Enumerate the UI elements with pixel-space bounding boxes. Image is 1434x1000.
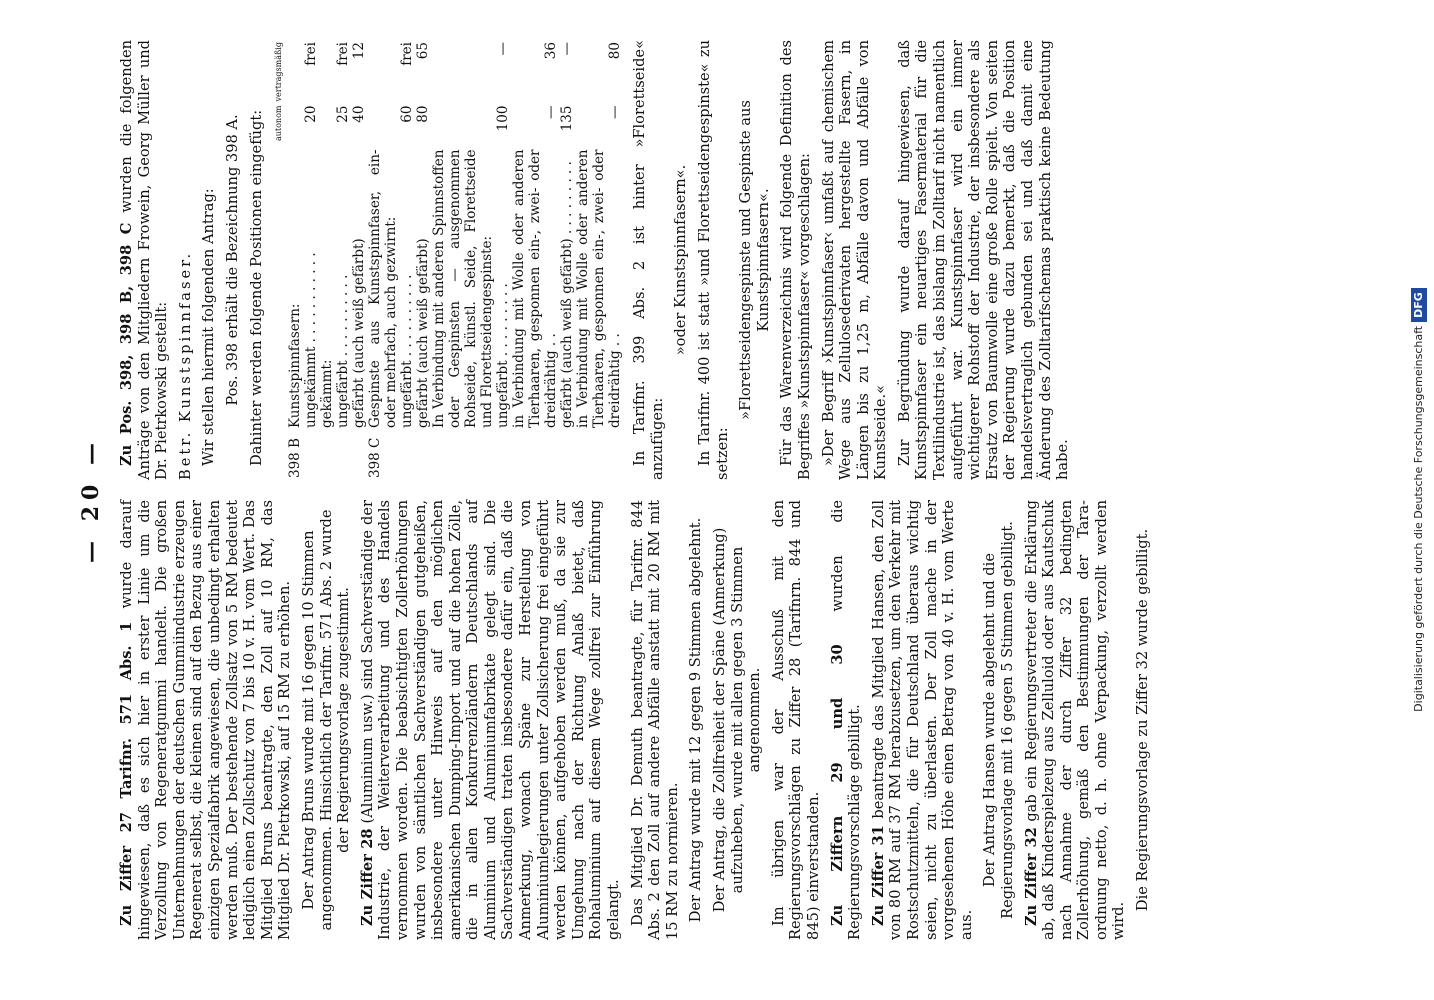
betreff-line: Betr. Kunstspinnfaser. xyxy=(176,250,194,480)
tariff-row xyxy=(559,40,575,480)
tariff-autonom: — xyxy=(543,105,560,119)
tariff-row xyxy=(415,40,431,480)
tariff-vertrag xyxy=(319,40,335,104)
heading-pos398: Zu Pos. 398, 398 B, 398 C xyxy=(118,222,135,466)
page-number: — 20 — xyxy=(78,437,104,563)
result-z28-1: Der Antrag wurde mit 12 gegen 9 Stimmen abgelehnt. xyxy=(687,517,705,923)
tariff-label: ungekämmt . . . . . . . . . . . xyxy=(303,252,320,428)
tariff-label: in Verbindung mit Wolle oder anderen Tierhaaren, gesponnen ein-, zwei- oder dreidrähtig . . xyxy=(511,149,560,428)
funding-note xyxy=(1406,0,1432,1000)
text-z28: (Aluminium usw.) sind Sachverständige der Industrie, der Weiterverarbeitung und des Handels vernommen worden. Die beabsichtigten Zollerhöhungen wurden von sämtlichen Sachverständigen gutgeheißen, insbesondere unter Hinweis auf den möglichen amerikanischen Dumping-Import und auf die hohen Zölle, die in allen Konkurrenzländern Deutschlands auf Aluminium und Aluminiumfabrikate gelegt sind. Die Sachverständigen traten insbesondere dafür ein, daß die Anmerkung, wonach Späne zur Herstellung von Aluminiumlegierungen unter Zollsicherung frei eingeführt werden können, aufgehoben werden muß, da sie zur Umgehung nach der Richtung Anlaß bietet, daß Rohaluminium auf diesem Wege zollfrei zur Einführung gelangt. xyxy=(358,500,623,940)
t399-addition: »oder Kunstspinnfasern«. xyxy=(672,164,690,356)
tariff-autonom: 25 xyxy=(335,105,352,123)
paragraph-z31 xyxy=(870,500,976,940)
text-pos398: wurden die folgenden Anträge von den Mitgliedern Frowein, Georg Müller und Dr. Pietrkowski gestellt: xyxy=(118,39,171,480)
tariff-label: gefärbt (auch weiß gefärbt) . . . . . . . . . xyxy=(559,161,576,428)
tariff-autonom: 40 xyxy=(351,105,368,123)
tariff-row xyxy=(335,40,351,480)
tariff-row xyxy=(287,40,303,480)
tariff-autonom: — xyxy=(607,105,624,119)
tariff-body xyxy=(287,40,623,480)
document-page xyxy=(8,0,1408,1000)
tariff-position xyxy=(495,430,511,480)
header-autonom: autonom xyxy=(274,105,284,142)
paragraph-z32 xyxy=(1023,500,1129,940)
result-z31: Der Antrag Hansen wurde abgelehnt und die Regierungsvorlage mit 16 gegen 5 Stimmen gebilligt. xyxy=(981,521,1016,919)
definition-quote: »Der Begriff ›Kunstspinnfaser‹ umfaßt auf chemischem Wege aus Zellulosederivaten hergestellte Fasern, in Längen bis zu 1,25 m, Abfälle davon und Abfälle von Kunstseide.« xyxy=(819,40,890,480)
tariff-label: gefärbt (auch weiß gefärbt) xyxy=(351,238,368,428)
heading-z29: Zu Ziffern 29 und 30 xyxy=(828,644,846,926)
tariff-autonom xyxy=(431,104,495,148)
tariff-vertrag: — xyxy=(559,42,576,56)
dfg-logo: DFG xyxy=(1411,288,1427,322)
warenverzeichnis-line: Für das Warenverzeichnis wird folgende Definition des Begriffes »Kunstspinnfaser« vorgeschlagen: xyxy=(778,40,813,480)
paragraph-z29 xyxy=(829,500,864,940)
tariff-label: gekämmt: xyxy=(319,359,336,428)
tariff-label: Gespinste aus Kunstspinnfaser, ein- oder mehrfach, auch gezwirnt: xyxy=(367,149,400,428)
tariff-vertrag: 12 xyxy=(351,42,368,60)
heading-z27: Zu Ziffer 27 Tarifnr. 571 Abs. 1 xyxy=(118,621,135,926)
antrag-line-2: Pos. 398 erhält die Bezeichnung 398 A. xyxy=(223,114,241,406)
text-z31: beantragte das Mitglied Hansen, den Zoll von 80 RM auf 37 RM herabzusetzen, um den Verkehr mit Rostschutzmitteln, die für Deutschland überaus wichtig seien, nicht zu überlasten. Der Zoll mache in der vorgesehenen Höhe einen Betrag von 40 v. H. vom Werte aus. xyxy=(869,499,975,940)
tariff-row xyxy=(367,40,399,480)
tariff-header-row xyxy=(271,40,287,480)
tariff-position xyxy=(511,430,559,480)
tariff-label: In Verbindung mit anderen Spinnstoffen oder Gespinsten — ausgenommen Rohseide, künstl. Seide, Florettseide und Florettseidengespinste: xyxy=(431,149,496,428)
tariff-label: ungefärbt . . . . . . . . . xyxy=(495,283,512,428)
left-column xyxy=(118,500,1158,940)
tariff-label: gefärbt (auch weiß gefärbt) xyxy=(415,238,432,428)
tariff-position xyxy=(351,430,367,480)
result-z27: Der Antrag Bruns wurde mit 16 gegen 10 Stimmen angenommen. Hinsichtlich der Tarifnr. 571 Abs. 2 wurde der Regierungsvorlage zugestimmt. xyxy=(299,509,353,931)
tariff-vertrag xyxy=(367,40,399,104)
tariff-position: 398 C xyxy=(367,437,384,478)
tariff-position xyxy=(319,430,335,480)
tariff-autonom: 80 xyxy=(415,105,432,123)
t400-line: In Tarifnr. 400 ist statt »und Florettseidengespinste« zu setzen: xyxy=(695,40,731,480)
tariff-vertrag xyxy=(431,40,495,104)
tariff-vertrag xyxy=(287,40,303,104)
tariff-autonom: 100 xyxy=(495,105,512,132)
tariff-vertrag: 65 xyxy=(415,42,432,60)
tariff-autonom xyxy=(319,104,335,148)
tariff-autonom xyxy=(367,104,399,148)
tariff-label: in Verbindung mit Wolle oder anderen Tierhaaren, gesponnen ein-, zwei- oder dreidrähtig . . xyxy=(575,149,624,428)
tariff-label: ungefärbt . . . . . . . . . . xyxy=(399,274,416,428)
tariff-vertrag: 80 xyxy=(607,42,624,60)
antrag-line: Wir stellen hiermit folgenden Antrag: xyxy=(200,188,218,466)
motion-demuth: Das Mitglied Dr. Demuth beantragte, für Tarifnr. 844 Abs. 2 den Zoll auf andere Abfälle anstatt mit 20 RM mit 15 RM zu normieren. xyxy=(628,500,681,940)
text-z28-rest: Im übrigen war der Ausschuß mit den Regierungsvorschlägen zu Ziffer 28 (Tarifnrn. 844 und 845) einverstanden. xyxy=(769,500,822,940)
tariff-position xyxy=(399,430,415,480)
tariff-row xyxy=(319,40,335,480)
tariff-row xyxy=(431,40,495,480)
tariff-row xyxy=(399,40,415,480)
tariff-autonom: 60 xyxy=(399,105,416,123)
tariff-position xyxy=(431,430,495,480)
t399-line: In Tarifnr. 399 Abs. 2 ist hinter »Florettseide« anzufügen: xyxy=(631,40,666,480)
heading-z28: Zu Ziffer 28 xyxy=(358,828,376,926)
tariff-vertrag: frei xyxy=(399,42,416,66)
tariff-table xyxy=(271,40,623,480)
tariff-autonom xyxy=(287,104,303,148)
tariff-position xyxy=(415,430,431,480)
tariff-label: ungefärbt . . . . . . . . . . xyxy=(335,274,352,428)
heading-z32: Zu Ziffer 32 xyxy=(1022,827,1040,926)
tariff-position xyxy=(303,430,319,480)
tariff-position xyxy=(335,430,351,480)
tariff-vertrag: frei xyxy=(335,42,352,66)
tariff-row xyxy=(495,40,511,480)
begruendung-paragraph: Zur Begründung wurde darauf hingewiesen, daß Kunstspinnfaser ein neuartiges Fasermaterial für die Textilindustrie ist, das bislang im Zolltarif nicht namentlich aufgeführt war. Kunstspinnfaser wird ein immer wichtigerer Rohstoff der Industrie, der insbesondere als Ersatz von Baumwolle eine große Rolle spielt. Von seiten der Regierung wurde dazu bemerkt, daß die Position handelsvertraglich gebunden sei und daß damit eine Änderung des Zolltarifschemas praktisch keine Bedeutung habe. xyxy=(895,39,1072,480)
tariff-position xyxy=(559,430,575,480)
tariff-row xyxy=(351,40,367,480)
paragraph-pos398 xyxy=(118,40,171,480)
text-z27: wurde darauf hingewiesen, daß es sich hier in erster Linie um die Verzollung von Regeneratgummi handelt. Die großen Unternehmungen der deutschen Gummiindustrie erzeugen Regenerat selbst, die kleinen sind auf den Bezug aus einer einzigen Spezialfabrik angewiesen, die unbedingt erhalten werden muß. Der bestehende Zollsatz von 5 RM bedeutet lediglich einen Zollschutz von 7 bis 10 v. H. vom Wert. Das Mitglied Bruns beantragte, den Zoll auf 10 RM, das Mitglied Dr. Pietrkowski, auf 15 RM zu erhöhen. xyxy=(118,500,294,940)
tariff-autonom: 135 xyxy=(559,105,576,132)
result-z32: Die Regierungsvorlage zu Ziffer 32 wurde gebilligt. xyxy=(1134,528,1152,912)
tariff-autonom: 20 xyxy=(303,105,320,123)
funding-text: Digitalisierung gefördert durch die Deutsche Forschungsgemeinschaft xyxy=(1412,325,1425,712)
funding-sidebar xyxy=(1406,0,1432,1000)
tariff-vertrag: — xyxy=(495,42,512,56)
tariff-position: 398 B xyxy=(287,438,304,478)
result-z28-2: Der Antrag, die Zollfreiheit der Späne (Anmerkung) aufzuheben, wurde mit allen gegen 3 Stimmen angenommen. xyxy=(711,527,764,913)
heading-z31: Zu Ziffer 31 xyxy=(869,825,887,926)
header-vertrag: vertragsmäßig xyxy=(274,42,284,102)
tariff-vertrag: frei xyxy=(303,42,320,66)
tariff-row xyxy=(303,40,319,480)
tariff-label: Kunstspinnfasern: xyxy=(287,303,304,428)
paragraph-z27 xyxy=(118,500,294,940)
tariff-position xyxy=(575,430,623,480)
t400-addition: »Florettseidengespinste und Gespinste aus Kunstspinnfasern«. xyxy=(737,100,772,420)
tariff-row xyxy=(575,40,623,480)
text-z32: gab ein Regierungsvertreter die Erklärung ab, daß Kinderspielzeug aus Zelluloid oder aus Kautschuk nach Annahme der durch Ziffer 32 bedingten Zollerhöhung, gemäß den Bestimmungen der Tara-ordnung netto, d. h. ohne Verpackung, verzollt werden wird. xyxy=(1022,500,1128,940)
right-column xyxy=(118,40,1078,480)
dahinter-line: Dahinter werden folgende Positionen eingefügt: xyxy=(247,109,265,466)
text-z29: wurden die Regierungsvorschläge gebilligt. xyxy=(828,499,864,940)
tariff-vertrag: 36 xyxy=(543,42,560,60)
tariff-row xyxy=(511,40,559,480)
paragraph-z28 xyxy=(359,500,623,940)
